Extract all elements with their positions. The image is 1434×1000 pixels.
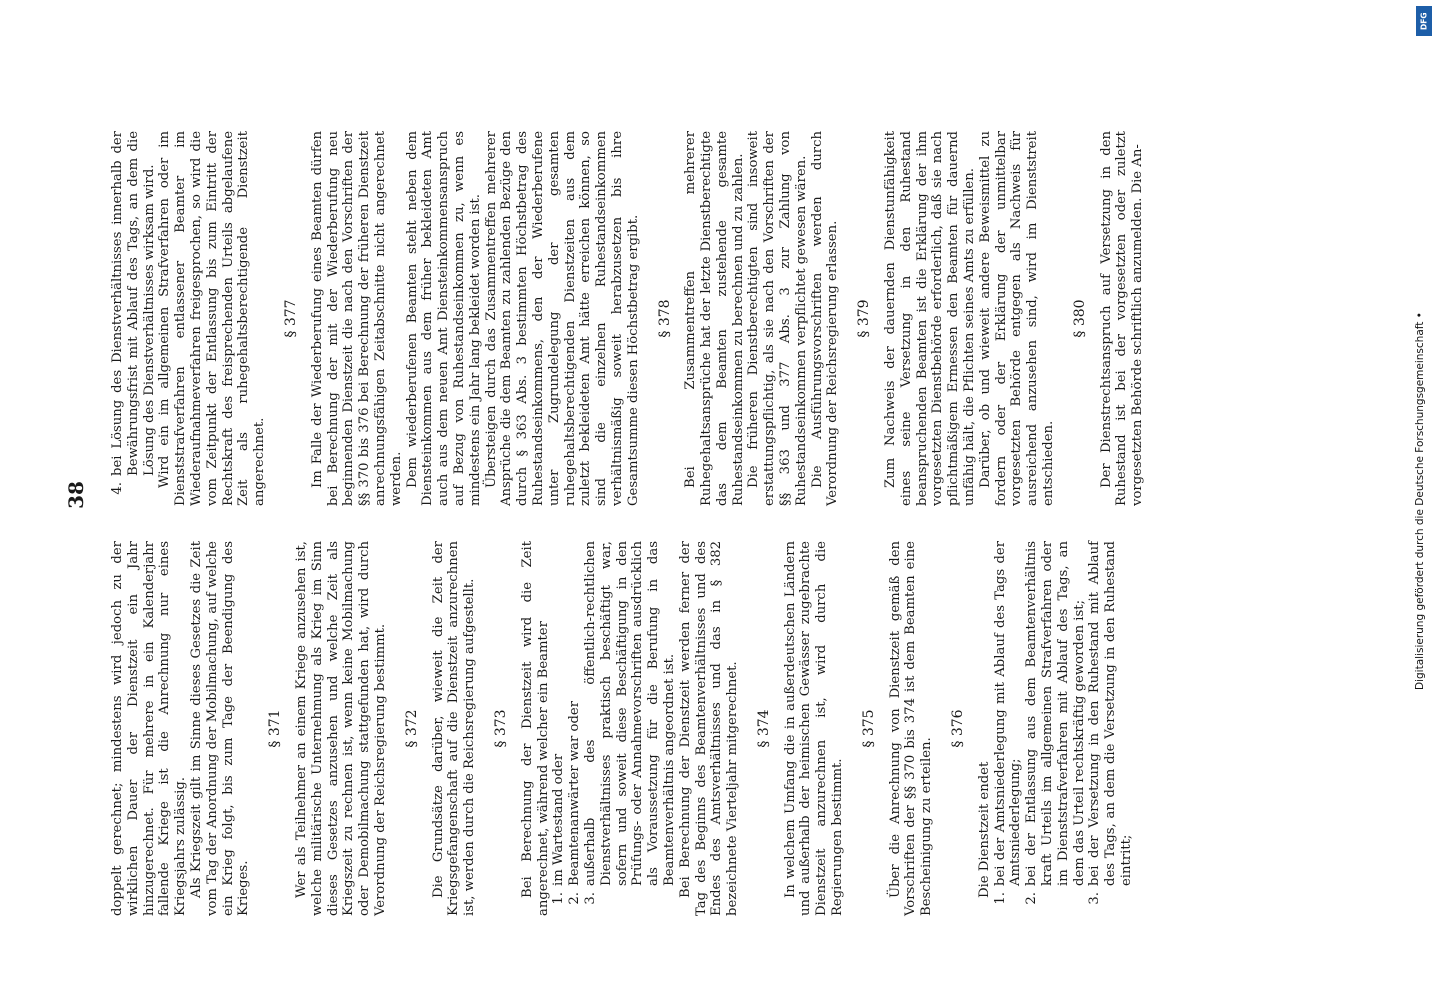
paragraph: Bei Zusammentreffen mehrerer Ruhegehaltsansprüche hat der letzte Dienstberechtigte das dem Beamten zustehende gesamte Ruhestandseinkommen zu berechnen und zu zahlen. (683, 131, 746, 506)
section-heading: § 380 (1071, 299, 1088, 338)
paragraph: doppelt gerechnet; mindestens wird jedoch zu der wirklichen Dauer der Dienstzeit ein Jahr hinzugerechnet. Für mehrere in ein Kalenderjahr fallende Kriege ist die Anrechnung nur eines Kriegsjahrs zulässig. (110, 541, 189, 916)
section-heading: § 377 (282, 299, 299, 338)
paragraph: Die Ausführungsvorschriften werden durch Verordnung der Reichsregierung erlassen. (809, 131, 841, 506)
section-heading: § 378 (656, 299, 673, 338)
section-heading: § 376 (950, 709, 967, 748)
paragraph: Zum Nachweis der dauernden Dienstunfähigkeit eines seine Versetzung in den Ruhestand beanspruchenden Beamten ist die Erklärung der ihm vorgesetzten Dienstbehörde erforderlich, daß sie nach pflichtmäßigem Ermessen den Beamten für dauernd unfähig hält, die Pflichten seines Amts zu erfüllen. (883, 131, 978, 506)
paragraph: Der Dienstrechtsanspruch auf Versetzung in den Ruhestand ist bei der vorgesetzten oder zuletzt vorgesetzten Behörde schriftlich anzumelden. Die An- (1098, 131, 1146, 506)
dfg-logo-icon: DFG (1416, 6, 1432, 36)
list-item: 2. Beamtenanwärter war oder (567, 700, 583, 905)
list-item: 2. bei der Entlassung aus dem Beamtenverhältnis kraft Urteils im allgemeinen Strafverfahren oder im Dienststrafverfahren mit Ablauf des Tags, an dem das Urteil rechtskräftig geworden ist; (1024, 541, 1087, 905)
list-item: 1. im Wartestand oder (551, 753, 567, 905)
section-heading: § 374 (755, 709, 772, 748)
section-heading: § 372 (403, 709, 420, 748)
left-column (110, 541, 1135, 916)
page-number: 38 (64, 481, 88, 509)
right-column (110, 131, 1146, 506)
section-heading: § 375 (860, 709, 877, 748)
paragraph: Im Falle der Wiederberufung eines Beamten dürfen bei Berechnung der mit der Wiederberufung neu beginnenden Dienstzeit die nach den Vorschriften der §§ 370 bis 376 bei Berechnung der früheren Dienstzeit anrechnungsfähigen Zeitabschnitte nicht angerechnet werden. (309, 131, 404, 506)
paragraph: Über die Anrechnung von Dienstzeit gemäß den Vorschriften der §§ 370 bis 374 ist dem Beamten eine Bescheinigung zu erteilen. (887, 541, 935, 916)
list-item: 3. außerhalb des öffentlich-rechtlichen Dienstverhältnisses praktisch beschäftigt war, sofern und soweit diese Beschäftigung in den Prüfungs- oder Annahmevorschriften ausdrücklich als Voraussetzung für die Berufung in das Beamtenverhältnis angeordnet ist. (582, 541, 677, 905)
page-body (110, 116, 1330, 916)
paragraph: Übersteigen durch das Zusammentreffen mehrerer Ansprüche die dem Beamten zu zahlenden Bezüge den durch § 363 Abs. 3 bestimmten Höchstbetrag des Ruhestandseinkommens, den der Wiederberufene unter Zugrundelegung der gesamten ruhegehaltsberechtigenden Dienstzeiten aus dem zuletzt bekleideten Amt hätte erreichen können, so sind die einzelnen Ruhestandseinkommen verhältnismäßig soweit herabzusetzen bis ihre Gesamtsumme diesen Höchstbetrag ergibt. (483, 131, 641, 506)
paragraph: In welchem Umfang die in außerdeutschen Ländern und außerhalb der heimischen Gewässer zugebrachte Dienstzeit anzurechnen ist, wird durch die Regierungen bestimmt. (782, 541, 846, 916)
paragraph: Bei Berechnung der Dienstzeit werden ferner der Tag des Beginns des Beamtenverhältnisses und des Endes des Amtsverhältnisses und das in § 382 bezeichnete Vierteljahr mitgerechnet. (677, 541, 741, 916)
paragraph: Darüber, ob und wieweit andere Beweismittel zu fordern oder der Erklärung der unmittelbar vorgesetzten Behörde entgegen als Nachweis für ausreichend anzusehen sind, wird im Dienststreit entschieden. (977, 131, 1057, 506)
credit-text: Digitalisierung gefördert durch die Deutsche Forschungsgemeinschaft • (1414, 312, 1426, 690)
digitization-credit (1406, 0, 1434, 1000)
paragraph: Die Dienstzeit endet (976, 761, 992, 898)
paragraph: Die Grundsätze darüber, wieweit die Zeit der Kriegsgefangenschaft auf die Dienstzeit anzurechnen ist, werden durch die Reichsregierung aufgestellt. (430, 541, 478, 916)
list-item: 1. bei der Amtsniederlegung mit Ablauf des Tags der Amtsniederlegung; (992, 541, 1024, 905)
paragraph: Die früheren Dienstberechtigten sind insoweit erstattungspflichtig, als sie nach den Vorschriften der §§ 363 und 377 Abs. 3 zur Zahlung von Ruhestandseinkommen verpflichtet gewesen wären. (746, 131, 809, 506)
paragraph: Als Kriegszeit gilt im Sinne dieses Gesetzes die Zeit vom Tag der Anordnung der Mobilmachung, auf welche ein Krieg folgt, bis zum Tage der Beendigung des Krieges. (188, 541, 252, 916)
paragraph: Wer als Teilnehmer an einem Kriege anzusehen ist, welche militärische Unternehmung als Krieg im Sinn dieses Gesetzes anzusehen und welche Zeit als Kriegszeit zu rechnen ist, wenn keine Mobilmachung oder Demobilmachung stattgefunden hat, wird durch Verordnung der Reichsregierung bestimmt. (293, 541, 388, 916)
list-item: 3. bei der Versetzung in den Ruhestand mit Ablauf des Tags, an dem die Versetzung in den Ruhestand eintritt; (1087, 541, 1135, 905)
section-heading: § 371 (267, 709, 284, 748)
paragraph: Wird ein im allgemeinen Strafverfahren oder im Dienststrafverfahren entlassener Beamter im Wiederaufnahmeverfahren freigesprochen, so wird die vom Zeitpunkt der Entlassung bis zum Eintritt der Rechtskraft des freisprechenden Urteils abgelaufene Zeit als ruhegehaltsberechtigende Dienstzeit angerechnet. (157, 131, 268, 506)
section-heading: § 373 (492, 709, 509, 748)
paragraph: Bei Berechnung der Dienstzeit wird die Zeit angerechnet, während welcher ein Beamter (519, 541, 551, 916)
section-heading: § 379 (856, 299, 873, 338)
paragraph: Dem wiederberufenen Beamten steht neben dem Diensteinkommen aus dem früher bekleideten Amt auch aus dem neuen Amt Diensteinkommensanspruch auf Bezug von Ruhestandseinkommen zu, wenn es mindestens ein Jahr lang bekleidet worden ist. (404, 131, 483, 506)
list-item: 4. bei Lösung des Dienstverhältnisses innerhalb der Bewährungsfrist mit Ablauf des Tags, an dem die Lösung des Dienstverhältnisses wirksam wird. (110, 131, 157, 495)
